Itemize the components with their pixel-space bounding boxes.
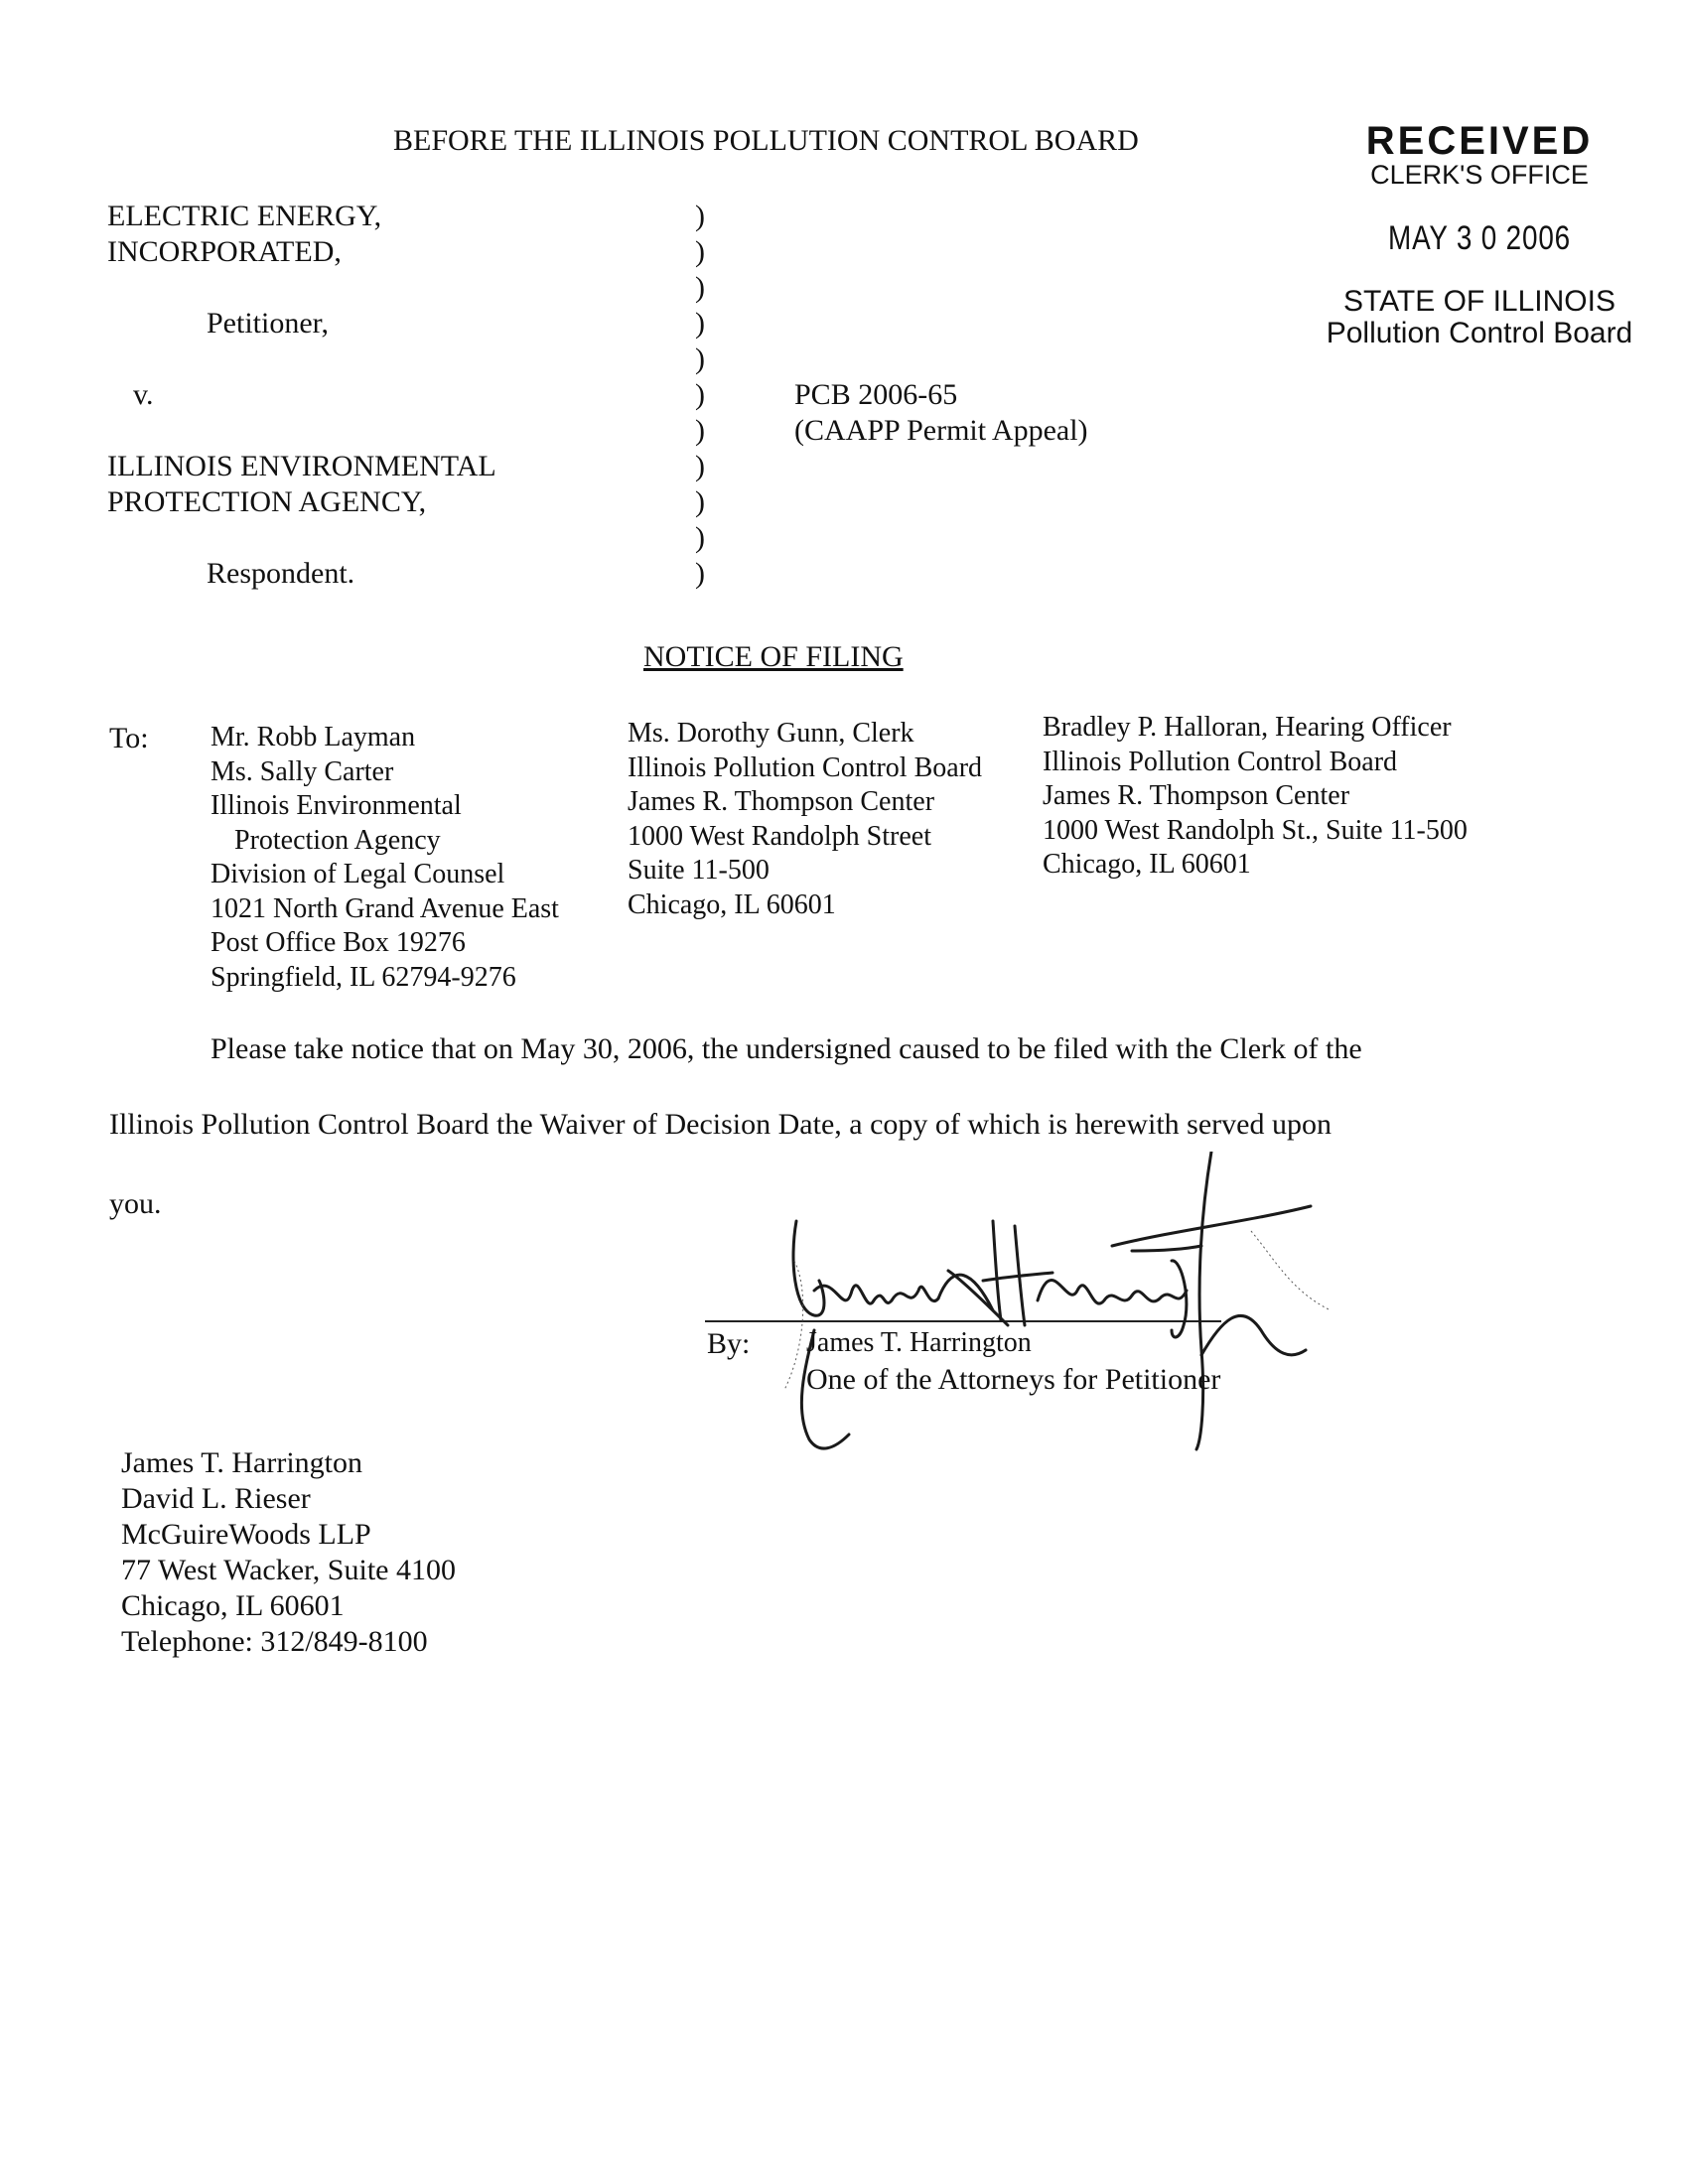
attorney-contact-block	[121, 1445, 456, 1660]
versus-label: v.	[133, 378, 154, 411]
address-line: 1000 West Randolph Street	[628, 820, 931, 852]
stamp-clerk-office: CLERK'S OFFICE	[1370, 160, 1589, 190]
paren: )	[695, 485, 705, 518]
petitioner-name-line1: ELECTRIC ENERGY,	[107, 200, 382, 232]
paren: )	[695, 450, 705, 482]
case-type: (CAAPP Permit Appeal)	[794, 414, 1088, 447]
respondent-role: Respondent.	[207, 557, 355, 590]
notice-title: NOTICE OF FILING	[643, 640, 904, 673]
handwritten-signature	[735, 1152, 1350, 1479]
recipient-block-clerk	[628, 717, 982, 922]
paren: )	[695, 235, 705, 268]
notice-body-line3: you.	[109, 1187, 162, 1220]
stamp-received: RECEIVED	[1365, 119, 1594, 163]
court-title: BEFORE THE ILLINOIS POLLUTION CONTROL BOARD	[393, 124, 1139, 157]
notice-body-line2: Illinois Pollution Control Board the Waiver of Decision Date, a copy of which is herewith served upon	[109, 1108, 1332, 1141]
address-line: Protection Agency	[234, 824, 441, 856]
address-line: 1021 North Grand Avenue East	[210, 892, 559, 924]
address-line: Post Office Box 19276	[210, 927, 466, 958]
address-line: Chicago, IL 60601	[628, 888, 836, 920]
case-number: PCB 2006-65	[794, 378, 958, 411]
paren: )	[695, 271, 705, 304]
stamp-board: Pollution Control Board	[1326, 317, 1633, 349]
case-caption-parties	[107, 199, 496, 592]
attorney-line: Telephone: 312/849-8100	[121, 1625, 428, 1658]
caption-parens	[685, 199, 715, 592]
attorney-line: 77 West Wacker, Suite 4100	[121, 1554, 456, 1586]
attorney-line: James T. Harrington	[121, 1446, 363, 1479]
address-line: 1000 West Randolph St., Suite 11-500	[1043, 814, 1468, 846]
signer-title: One of the Attorneys for Petitioner	[806, 1363, 1221, 1396]
respondent-name-line2: PROTECTION AGENCY,	[107, 485, 427, 518]
paren: )	[695, 414, 705, 447]
attorney-line: McGuireWoods LLP	[121, 1518, 371, 1551]
petitioner-name-line2: INCORPORATED,	[107, 235, 342, 268]
petitioner-role: Petitioner,	[207, 307, 329, 340]
signer-name: James T. Harrington	[806, 1327, 1032, 1358]
address-line: James R. Thompson Center	[628, 786, 935, 817]
attorney-line: David L. Rieser	[121, 1482, 311, 1515]
paren: )	[695, 378, 705, 411]
to-label: To:	[109, 722, 149, 754]
address-line: James R. Thompson Center	[1043, 780, 1350, 811]
address-line: Division of Legal Counsel	[210, 859, 505, 889]
address-line: Suite 11-500	[628, 855, 770, 886]
address-line: Ms. Sally Carter	[210, 755, 394, 787]
recipient-block-agency	[210, 721, 559, 995]
by-label: By:	[707, 1327, 751, 1360]
received-stamp	[1321, 121, 1638, 349]
stamp-date: MAY 3 0 2006	[1388, 219, 1571, 257]
notice-body-line1: Please take notice that on May 30, 2006, the undersigned caused to be filed with the Clerk of the	[210, 1032, 1362, 1065]
paren: )	[695, 307, 705, 340]
address-line: Illinois Pollution Control Board	[628, 751, 983, 783]
address-line: Illinois Environmental	[210, 790, 462, 821]
paren: )	[695, 342, 705, 375]
address-line: Bradley P. Halloran, Hearing Officer	[1043, 712, 1452, 743]
address-line: Springfield, IL 62794-9276	[210, 961, 516, 993]
address-line: Chicago, IL 60601	[1043, 849, 1251, 880]
address-line: Illinois Pollution Control Board	[1043, 746, 1398, 777]
recipient-block-hearing-officer	[1043, 711, 1468, 883]
paren: )	[695, 200, 705, 232]
respondent-name-line1: ILLINOIS ENVIRONMENTAL	[107, 450, 496, 482]
address-line: Mr. Robb Layman	[210, 722, 416, 752]
stamp-state: STATE OF ILLINOIS	[1343, 285, 1615, 318]
attorney-line: Chicago, IL 60601	[121, 1589, 345, 1622]
paren: )	[695, 557, 705, 590]
paren: )	[695, 521, 705, 554]
address-line: Ms. Dorothy Gunn, Clerk	[628, 718, 914, 749]
